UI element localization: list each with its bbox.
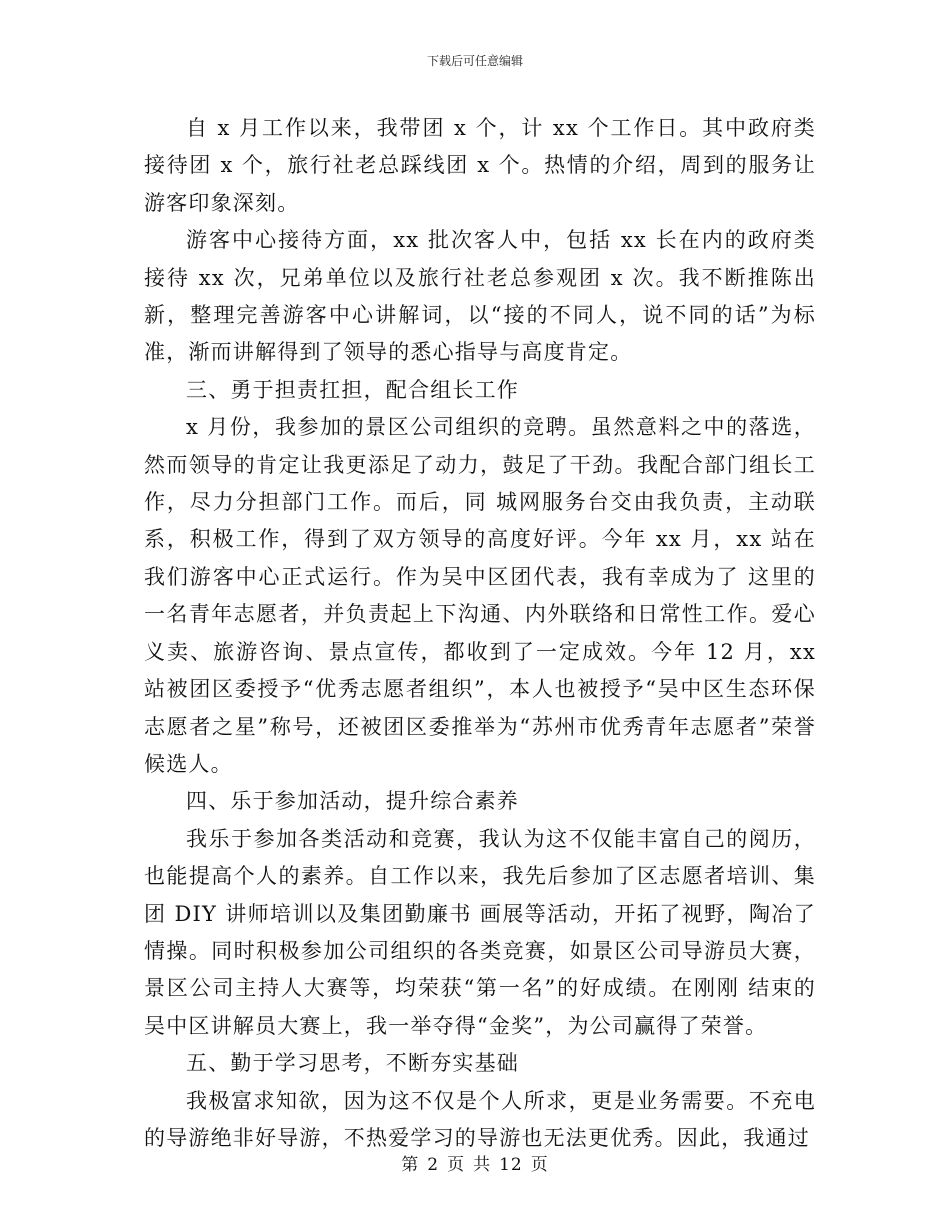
paragraph: 游客中心接待方面，xx 批次客人中，包括 xx 长在内的政府类接待 xx 次，兄弟单位以及旅行社老总参观团 x 次。我不断推陈出新，整理完善游客中心讲解词，以“接的不同人，说不同的话”为标准，渐而讲解得到了领导的悉心指导与高度肯定。	[144, 228, 816, 365]
paragraph: x 月份，我参加的景区公司组织的竞聘。虽然意料之中的落选，然而领导的肯定让我更添足了动力，鼓足了干劲。我配合部门组长工作，尽力分担部门工作。而后，同 城网服务台交由我负责，主动联系，积极工作，得到了双方领导的高度好评。今年 xx 月，xx 站在我们游客中心正式运行。作为吴中区团代表，我有幸成为了 这里的一名青年志愿者，并负责起上下沟通、内外联络和日常性工作。爱心义卖、旅游咨询、景点宣传，都收到了一定成效。今年 12 月，xx 站被团区委授予“优秀志愿者组织”，本人也被授予“吴中区生态环保志愿者之星”称号，还被团区委推举为“苏州市优秀青年志愿者”荣誉候选人。	[144, 415, 816, 776]
page-header: 下载后可任意编辑	[426, 54, 523, 68]
paragraph: 自 x 月工作以来，我带团 x 个，计 xx 个工作日。其中政府类接待团 x 个，旅行社老总踩线团 x 个。热情的介绍，周到的服务让游客印象深刻。	[144, 116, 816, 215]
footer-total-pages: 12	[499, 1155, 523, 1175]
paragraph: 我乐于参加各类活动和竞赛，我认为这不仅能丰富自己的阅历，也能提高个人的素养。自工作以来，我先后参加了区志愿者培训、集团 DIY 讲师培训以及集团勤廉书 画展等活动，开拓了视野，陶冶了情操。同时积极参加公司组织的各类竞赛，如景区公司导游员大赛，景区公司主持人大赛等，均荣获“第一名”的好成绩。在刚刚 结束的吴中区讲解员大赛上，我一举夺得“金奖”，为公司赢得了荣誉。	[144, 826, 816, 1038]
footer-suffix: 页	[530, 1155, 549, 1175]
footer-total-word: 共	[473, 1155, 492, 1175]
footer-current-page: 2	[427, 1155, 440, 1175]
page-footer	[0, 1155, 950, 1175]
section-heading: 三、勇于担责扛担，配合组长工作	[186, 377, 519, 402]
document-body	[144, 110, 816, 1157]
section-heading: 四、乐于参加活动，提升综合素养	[186, 789, 519, 814]
footer-page-word: 页	[447, 1155, 466, 1175]
footer-prefix: 第	[401, 1155, 420, 1175]
paragraph: 我极富求知欲，因为这不仅是个人所求，更是业务需要。不充电的导游绝非好导游，不热爱学习的导游也无法更优秀。因此，我通过	[144, 1088, 816, 1150]
section-heading: 五、勤于学习思考，不断夯实基础	[186, 1051, 519, 1076]
